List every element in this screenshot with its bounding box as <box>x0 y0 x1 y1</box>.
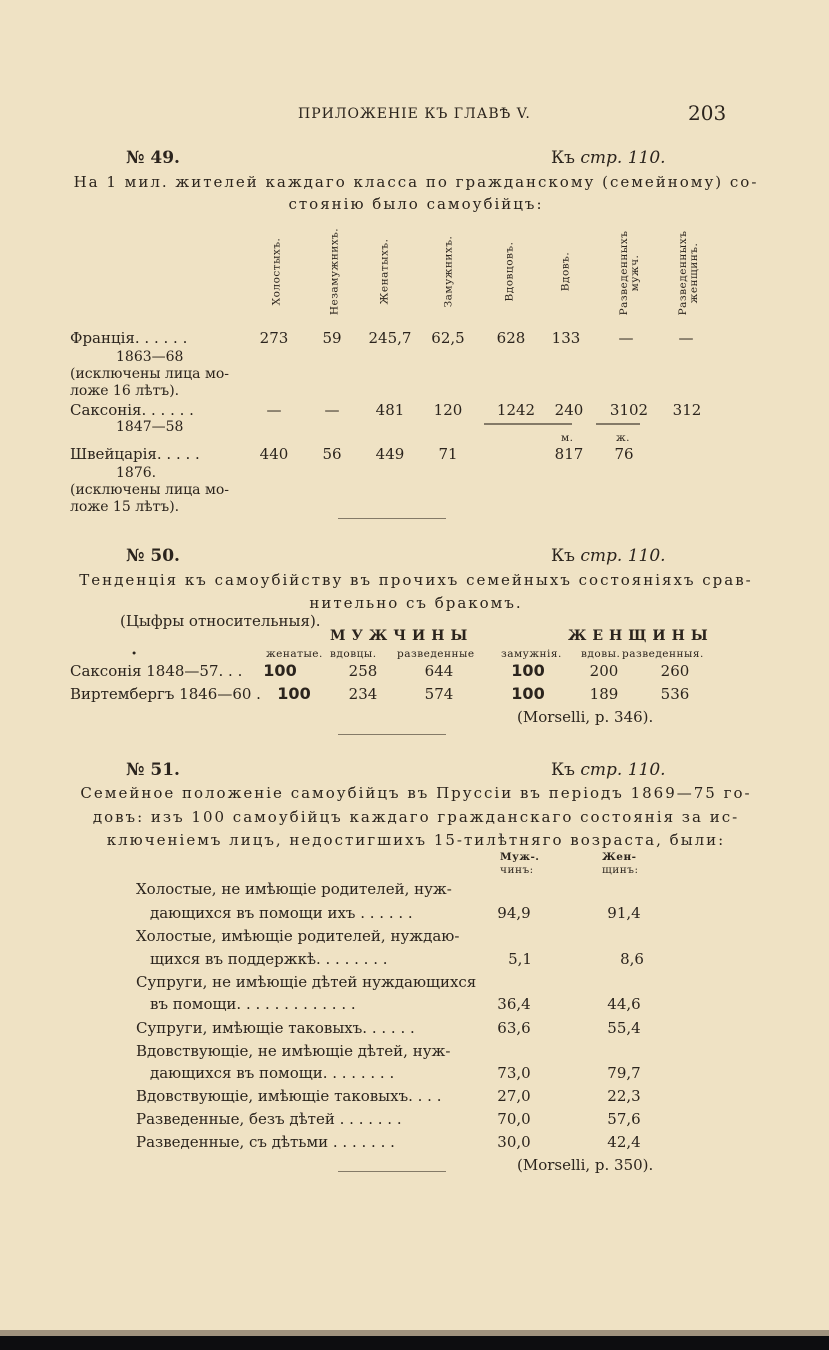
s51-men: 63,6 <box>497 1019 531 1037</box>
s51-men: 5,1 <box>508 950 532 968</box>
s50-row-name: Саксонія 1848—57. . . <box>70 662 243 680</box>
s49-cell: 817 <box>554 445 584 463</box>
scan-border <box>0 1336 829 1350</box>
s49-cell: — <box>678 329 694 347</box>
section-49-caption-1: На 1 мил. жителей каждаго класса по гражданскому (семейному) со- <box>73 173 759 191</box>
s51-men: 94,9 <box>497 904 531 922</box>
s51-row-line1: Вдовствующіе, не имѣющіе дѣтей, нуж- <box>136 1042 451 1060</box>
col-header: Разведенныхъ мужч. <box>617 230 641 316</box>
section-49-number: № 49. <box>126 148 180 168</box>
sub-label-women: ж. <box>616 432 630 444</box>
s49-cell: 120 <box>433 401 463 419</box>
section-divider <box>338 518 446 519</box>
s51-row-line1: Холостые, не имѣющіе родителей, нуж- <box>136 880 452 898</box>
sub-label-men: м. <box>561 432 574 444</box>
s49-cell: — <box>324 401 340 419</box>
s50-cell: 100 <box>511 684 545 703</box>
s49-cell: 56 <box>322 445 342 463</box>
section-51-ref: Къ стр. 110. <box>551 760 666 780</box>
s51-men: 36,4 <box>497 995 531 1013</box>
s49-cell: 240 <box>554 401 584 419</box>
s49-cell: 71 <box>438 445 458 463</box>
s49-cell: 1242 <box>496 401 536 419</box>
s51-row-line1: Супруги, не имѣющіе дѣтей нуждающихся <box>136 973 477 991</box>
s49-row-name: Саксонія. . . . . . <box>70 401 194 419</box>
section-50-caption-1: Тенденція къ самоубійству въ прочихъ семейныхъ состояніяхъ срав- <box>79 571 753 589</box>
s49-cell: 481 <box>375 401 405 419</box>
s51-women: 91,4 <box>607 904 641 922</box>
s50-cell: 644 <box>424 662 454 680</box>
bullet: • <box>131 648 138 660</box>
s49-cell: 628 <box>496 329 526 347</box>
s50-cell: 100 <box>263 661 297 680</box>
s51-row-line2: Разведенные, безъ дѣтей . . . . . . . <box>136 1110 402 1128</box>
s51-row-line2: Супруги, имѣющіе таковыхъ. . . . . . <box>136 1019 415 1037</box>
s51-women: 44,6 <box>607 995 641 1013</box>
s50-cell: 234 <box>348 685 378 703</box>
s49-cell: 62,5 <box>431 329 465 347</box>
s51-women: 79,7 <box>607 1064 641 1082</box>
col-men-1: Муж-. <box>500 851 540 863</box>
s51-row-line2: Разведенные, съ дѣтьми . . . . . . . <box>136 1133 395 1151</box>
section-51-caption-1: Семейное положеніе самоубійцъ въ Пруссіи въ періодъ 1869—75 го- <box>80 784 752 802</box>
s50-cell: 200 <box>589 662 619 680</box>
s51-row-line2: дающихся въ помощи ихъ . . . . . . <box>150 904 413 922</box>
section-51-caption-3: ключеніемъ лицъ, недостигшихъ 15-тилѣтняго возраста, были: <box>106 831 726 849</box>
s50-cell: 100 <box>511 661 545 680</box>
col-women-2: щинъ: <box>602 864 639 876</box>
s49-row-sub: ложе 15 лѣтъ). <box>70 499 180 515</box>
s50-cell: 536 <box>660 685 690 703</box>
s49-cell: — <box>266 401 282 419</box>
col-header: Замужнихъ. <box>442 235 455 308</box>
section-49-ref: Къ стр. 110. <box>551 148 666 168</box>
col-header: Разведенныхъ женщинъ. <box>676 230 700 316</box>
s49-cell: 440 <box>259 445 289 463</box>
bracket-rule <box>484 423 572 425</box>
col-header: Вдовцовъ. <box>503 241 516 302</box>
s50-subheader: женатые. <box>266 648 323 660</box>
group-men: МУЖЧИНЫ <box>330 628 474 644</box>
s49-cell: 312 <box>672 401 702 419</box>
col-header: Холостыхъ. <box>270 237 283 306</box>
s50-subheader: вдовцы. <box>330 648 377 660</box>
col-header: Женатыхъ. <box>378 238 391 305</box>
s50-row-name: Виртембергъ 1846—60 . <box>70 685 261 703</box>
s51-women: 22,3 <box>607 1087 641 1105</box>
s51-row-line1: Холостые, имѣющіе родителей, нуждаю- <box>136 927 460 945</box>
section-50-note: (Цыфры относительныя). <box>120 612 321 630</box>
section-51-caption-2: довъ: изъ 100 самоубійцъ каждаго гражданскаго состоянія за ис- <box>92 808 740 826</box>
s51-women: 57,6 <box>607 1110 641 1128</box>
section-divider <box>338 1171 446 1172</box>
s49-cell: 133 <box>551 329 581 347</box>
s51-men: 30,0 <box>497 1133 531 1151</box>
section-50-ref: Къ стр. 110. <box>551 546 666 566</box>
s50-cell: 100 <box>277 684 311 703</box>
s49-row-sub: ложе 16 лѣтъ). <box>70 383 180 399</box>
s51-men: 70,0 <box>497 1110 531 1128</box>
s49-cell: 76 <box>614 445 634 463</box>
s51-source: (Morselli, p. 350). <box>517 1156 654 1174</box>
s49-row-name: Франція. . . . . . <box>70 329 188 347</box>
s50-subheader: разведенные <box>397 648 475 660</box>
s49-cell: 449 <box>375 445 405 463</box>
s49-cell: 273 <box>259 329 289 347</box>
s51-row-line2: щихся въ поддержкѣ. . . . . . . . <box>150 950 388 968</box>
col-header: Незамужнихъ. <box>328 227 341 316</box>
s49-row-sub: (исключены лица мо- <box>70 482 230 498</box>
s50-cell: 574 <box>424 685 454 703</box>
s50-subheader: разведенныя. <box>622 648 704 660</box>
bracket-rule <box>596 423 640 425</box>
s50-cell: 258 <box>348 662 378 680</box>
s51-women: 42,4 <box>607 1133 641 1151</box>
section-50-number: № 50. <box>126 546 180 566</box>
section-51-number: № 51. <box>126 760 180 780</box>
running-title: ПРИЛОЖЕНІЕ КЪ ГЛАВѢ V. <box>298 106 531 122</box>
s51-women: 8,6 <box>620 950 644 968</box>
s49-cell: — <box>618 329 634 347</box>
section-divider <box>338 734 446 735</box>
s51-men: 73,0 <box>497 1064 531 1082</box>
s50-cell: 189 <box>589 685 619 703</box>
s49-row-sub: 1847—58 <box>116 419 184 435</box>
s51-men: 27,0 <box>497 1087 531 1105</box>
s49-row-sub: 1876. <box>116 465 157 481</box>
section-50-caption-2: нительно съ бракомъ. <box>309 594 523 612</box>
s50-subheader: замужнія. <box>501 648 562 660</box>
col-men-2: чинъ: <box>500 864 534 876</box>
s50-subheader: вдовы. <box>581 648 621 660</box>
s51-row-line2: въ помощи. . . . . . . . . . . . . <box>150 995 356 1013</box>
s50-cell: 260 <box>660 662 690 680</box>
s49-row-sub: 1863—68 <box>116 349 184 365</box>
group-women: ЖЕНЩИНЫ <box>568 628 714 644</box>
s51-row-line2: дающихся въ помощи. . . . . . . . <box>150 1064 395 1082</box>
s49-row-sub: (исключены лица мо- <box>70 366 230 382</box>
page-number: 203 <box>688 101 727 125</box>
section-49-caption-2: стоянію было самоубійцъ: <box>288 195 544 213</box>
col-header: Вдовъ. <box>559 251 572 292</box>
s49-cell: 59 <box>322 329 342 347</box>
s49-cell: 245,7 <box>368 329 412 347</box>
col-women-1: Жен- <box>602 851 637 863</box>
s49-cell: 3102 <box>609 401 649 419</box>
s51-row-line2: Вдовствующіе, имѣющіе таковыхъ. . . . <box>136 1087 442 1105</box>
s50-source: (Morselli, p. 346). <box>517 708 654 726</box>
s51-women: 55,4 <box>607 1019 641 1037</box>
s49-row-name: Швейцарія. . . . . <box>70 445 200 463</box>
